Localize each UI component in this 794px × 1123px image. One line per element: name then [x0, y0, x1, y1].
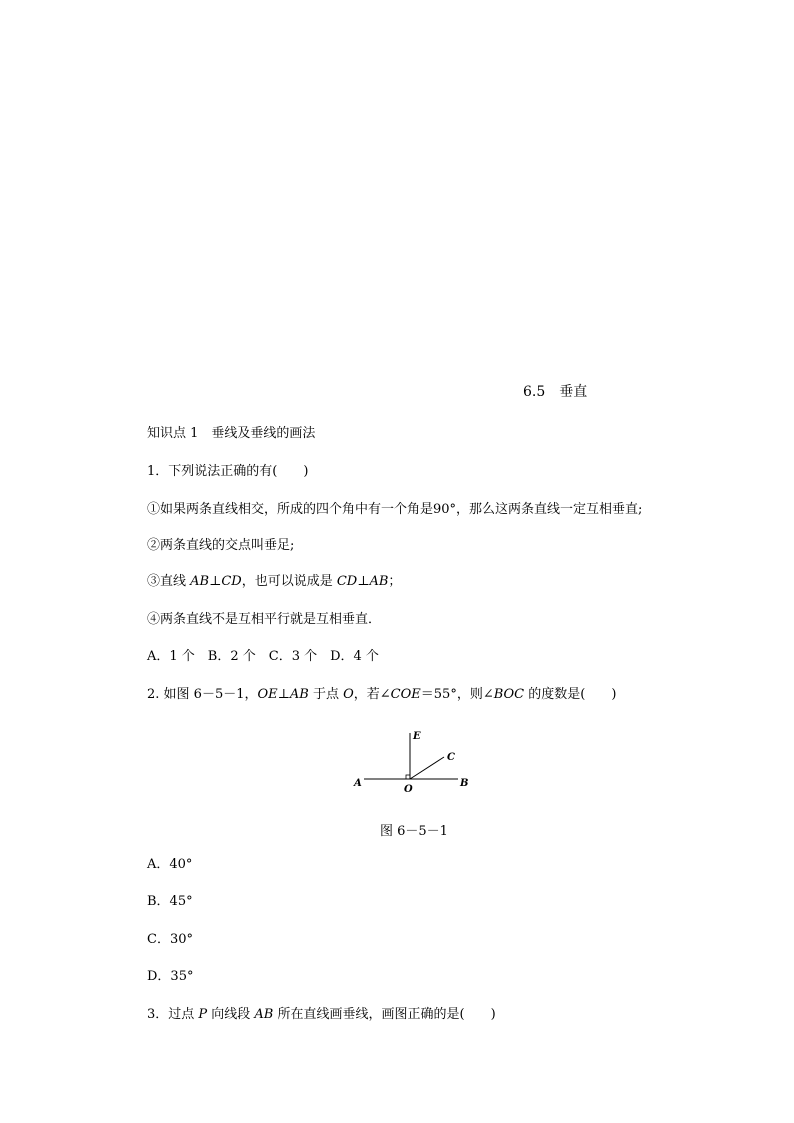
question-2-stem: 2. 如图 6－5－1，OE⊥AB 于点 O，若∠COE＝55°，则∠BOC 的度数是( )	[147, 687, 617, 702]
question-2-option-c: C．30°	[147, 932, 193, 947]
question-1-statement-4: ④两条直线不是互相平行就是互相垂直．	[147, 612, 382, 627]
figure-6-5-1	[352, 728, 472, 798]
figure-caption: 图 6－5－1	[380, 824, 448, 839]
ray-oc	[410, 757, 444, 779]
question-2-option-a: A．40°	[147, 857, 193, 872]
question-2-option-d: D．35°	[147, 969, 194, 984]
label-a: A	[354, 778, 362, 789]
section-title: 6.5 垂直	[523, 384, 588, 400]
question-1-statement-3: ③直线 AB⊥CD，也可以说成是 CD⊥AB；	[147, 574, 402, 589]
label-b: B	[460, 778, 469, 789]
label-e: E	[413, 731, 421, 742]
label-c: C	[447, 752, 455, 763]
label-o: O	[404, 784, 413, 795]
question-1-options: A．1 个 B．2 个 C．3 个 D．4 个	[147, 649, 379, 664]
question-2-option-b: B．45°	[147, 894, 193, 909]
question-1-statement-2: ②两条直线的交点叫垂足;	[147, 538, 295, 553]
knowledge-point-heading: 知识点 1 垂线及垂线的画法	[147, 426, 316, 441]
question-1-stem: 1．下列说法正确的有( )	[147, 464, 309, 479]
question-3-stem: 3．过点 P 向线段 AB 所在直线画垂线，画图正确的是( )	[147, 1007, 496, 1022]
right-angle-mark	[406, 775, 410, 779]
question-1-statement-1: ①如果两条直线相交，所成的四个角中有一个角是90°，那么这两条直线一定互相垂直;	[147, 502, 643, 517]
